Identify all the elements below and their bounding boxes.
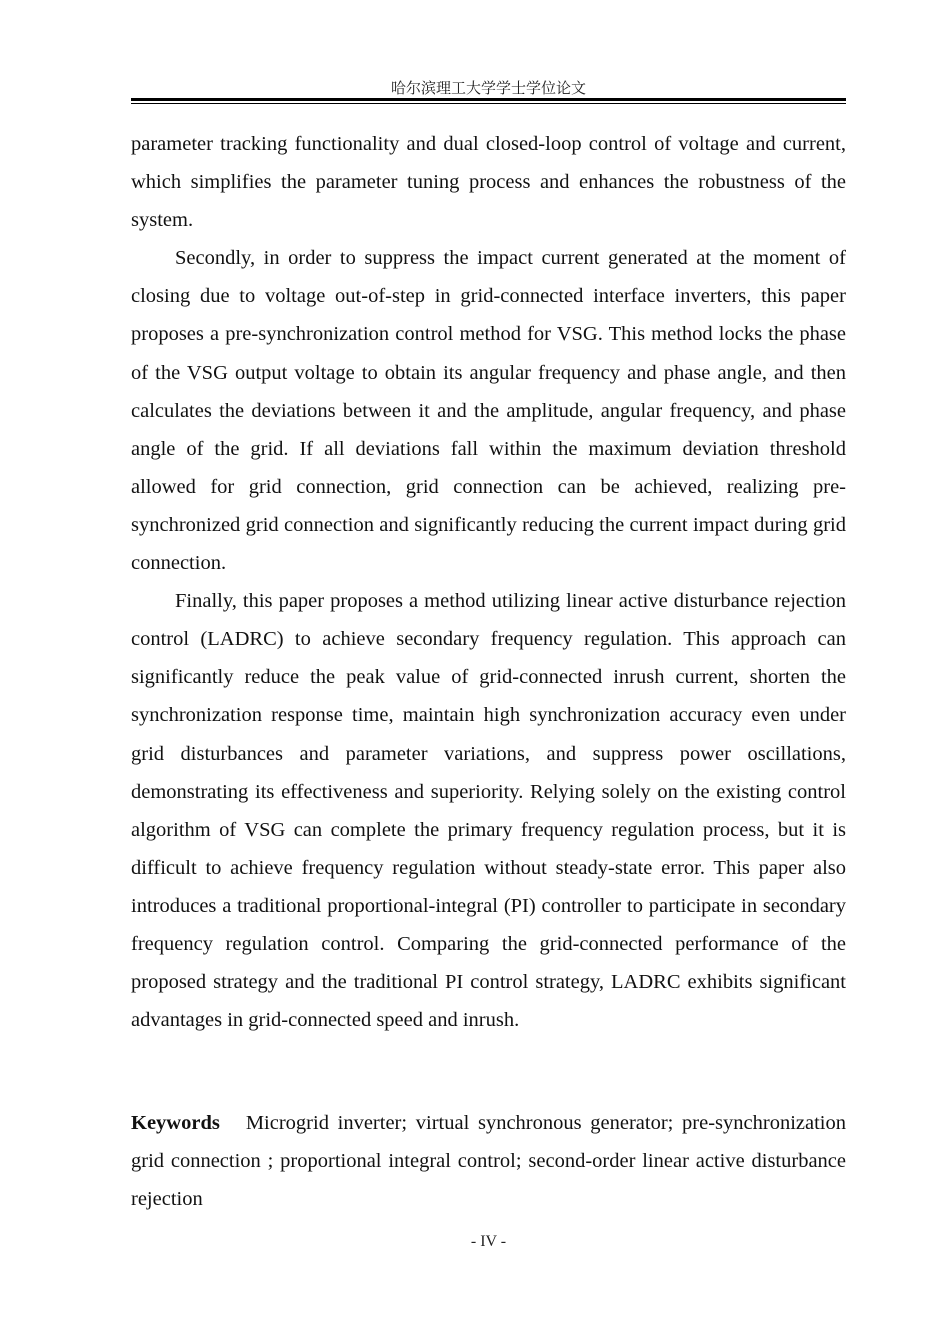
page-number: - IV -: [470, 1233, 507, 1250]
abstract-body: [131, 125, 846, 1039]
paragraph-finally: Finally, this paper proposes a method utilizing linear active disturbance rejection control (LADRC) to achieve secondary frequency regulation. This approach can significantly reduce the peak value of grid-connected inrush current, shorten the synchronization response time, maintain high synchronization accuracy even under grid disturbances and parameter variations, and suppress power oscillations, demonstrating its effectiveness and superiority. Relying solely on the existing control algorithm of VSG can complete the primary frequency regulation process, but it is difficult to achieve frequency regulation without steady-state error. This paper also introduces a traditional proportional-integral (PI) controller to participate in secondary frequency regulation control. Comparing the grid-connected performance of the proposed strategy and the traditional PI control strategy, LADRC exhibits significant advantages in grid-connected speed and inrush.: [131, 590, 846, 1032]
paragraph-secondly: Secondly, in order to suppress the impact current generated at the moment of closing due to voltage out-of-step in grid-connected interface inverters, this paper proposes a pre-synchronization control method for VSG. This method locks the phase of the VSG output voltage to obtain its angular frequency and phase angle, and then calculates the deviations between it and the amplitude, angular frequency, and phase angle of the grid. If all deviations fall within the maximum deviation threshold allowed for grid connection, grid connection can be achieved, realizing pre-synchronized grid connection and significantly reducing the current impact during grid connection.: [131, 247, 846, 575]
running-header: 哈尔滨理工大学学士学位论文: [390, 79, 586, 97]
paragraph-continued: parameter tracking functionality and dual closed-loop control of voltage and current, which simplifies the parameter tuning process and enhances the robustness of the system.: [131, 133, 846, 232]
keywords-label: Keywords: [131, 1112, 220, 1134]
header-rule-thick: [131, 98, 846, 101]
header-rule-thin: [131, 103, 846, 104]
keywords-block: [131, 1104, 846, 1218]
keywords-text: Microgrid inverter; virtual synchronous generator; pre-synchronization grid connection ; proportional integral control; second-order linear active disturbance rejection: [131, 1112, 846, 1211]
